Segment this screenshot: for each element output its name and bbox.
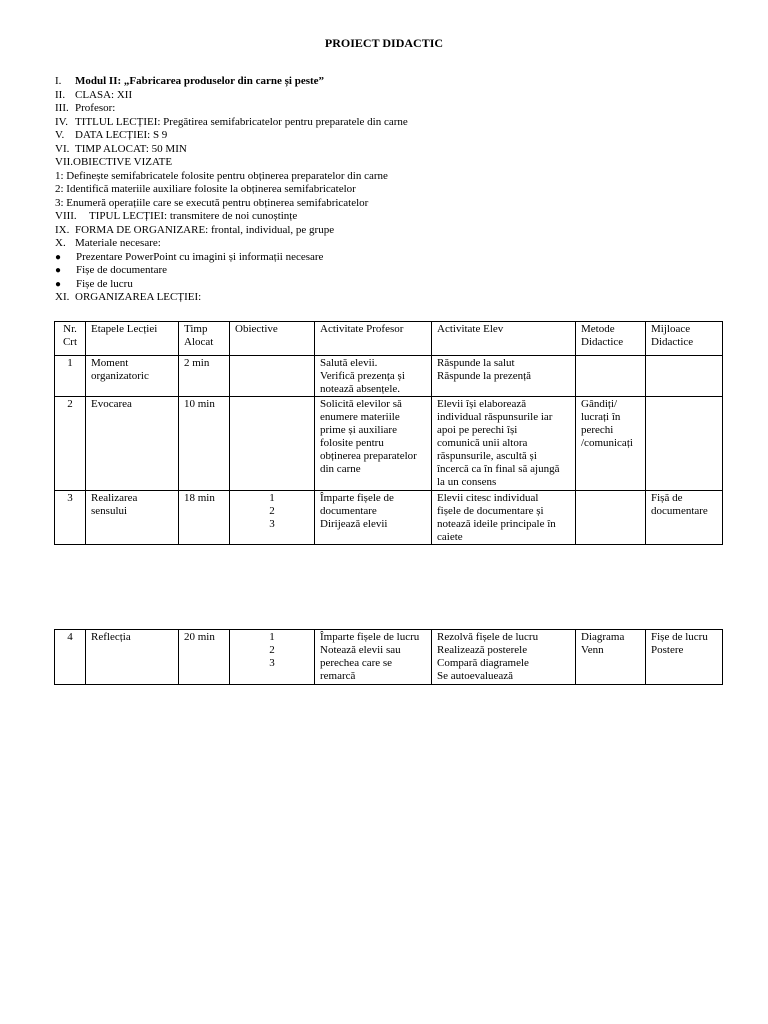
cell-stage: [86, 491, 179, 545]
objective-line: 2: Identifică materiile auxiliare folosite la obținerea semifabricatelor: [55, 183, 356, 195]
cell-text: 10 min: [184, 398, 215, 410]
header-line-materials: [55, 237, 735, 251]
cell-line: Salută elevii.: [320, 357, 378, 369]
table-row: [55, 491, 723, 545]
header-cell-time: Timp Alocat: [179, 322, 230, 356]
header-line-objectives: [55, 156, 735, 170]
materials-list-item: [55, 264, 735, 278]
cell-text: 1: [67, 357, 73, 369]
header-line-teacher: [55, 102, 735, 116]
cell-line: Realizează posterele: [437, 644, 528, 656]
lesson-header: [55, 75, 735, 305]
cell-resources: [646, 630, 723, 685]
header-num: XI.: [55, 291, 70, 303]
header-objectives-label: OBIECTIVE VIZATE: [73, 156, 173, 168]
cell-teacher: [315, 491, 432, 545]
cell-text: 3: [67, 492, 73, 504]
cell-stage: [86, 630, 179, 685]
cell-line: 1: [269, 492, 275, 504]
cell-line: obținerea preparatelor: [320, 450, 417, 462]
cell-line: Postere: [651, 644, 684, 656]
cell-line: încercă ca în final să ajungă: [437, 463, 560, 475]
cell-stage: [86, 397, 179, 491]
header-cell-objectives: Obiectivе: [230, 322, 315, 356]
table-row: [55, 397, 723, 491]
cell-nr: [55, 630, 86, 685]
cell-text: 2: [67, 398, 73, 410]
header-num: X.: [55, 237, 66, 249]
cell-student: [432, 397, 576, 491]
cell-line: Notează elevii sau: [320, 644, 401, 656]
header-num: VIII.: [55, 210, 77, 222]
cell-line: remarcă: [320, 670, 356, 682]
header-cell-stage: Etapele Lecției: [86, 322, 179, 356]
header-lesson-type-label: TIPUL LECȚIEI:: [89, 210, 168, 222]
cell-methods: [576, 397, 646, 491]
header-cell-student: Activitate Elev: [432, 322, 576, 356]
header-line-lesson-organization: [55, 291, 735, 305]
cell-line: din carne: [320, 463, 361, 475]
cell-line: Compară diagramele: [437, 657, 529, 669]
cell-text: 18 min: [184, 492, 215, 504]
header-lesson-title-value: Pregătirea semifabricatelor pentru preparatele din carne: [160, 115, 408, 128]
cell-line: lucrați în: [581, 411, 621, 423]
cell-time: [179, 356, 230, 397]
cell-teacher: [315, 630, 432, 685]
header-line-date: [55, 129, 735, 143]
cell-line: Se autoevaluează: [437, 670, 514, 682]
cell-student: [432, 356, 576, 397]
cell-nr: [55, 356, 86, 397]
cell-line: 3: [269, 518, 275, 530]
header-line-organization: [55, 224, 735, 238]
header-class-label: CLASA: XII: [75, 88, 133, 101]
materials-list-item: [55, 278, 735, 292]
cell-line: Moment: [91, 357, 129, 369]
cell-nr: [55, 397, 86, 491]
bullet-icon: ●: [55, 251, 62, 263]
header-date-label: DATA LECȚIEI: S 9: [75, 129, 168, 141]
cell-line: Evocarea: [91, 398, 132, 410]
cell-line: documentare: [651, 505, 708, 517]
cell-line: Gândiți/: [581, 398, 618, 410]
header-num: VI.: [55, 142, 70, 155]
cell-line: Rezolvă fișele de lucru: [437, 631, 539, 643]
cell-time: [179, 630, 230, 685]
header-module-label: Modul II: „Fabricarea produselor din carne și peste”: [75, 75, 325, 87]
cell-methods: [576, 491, 646, 545]
cell-line: caiete: [437, 531, 463, 543]
cell-resources: [646, 491, 723, 545]
table-header-row: [55, 322, 723, 356]
header-num: II.: [55, 88, 66, 101]
cell-line: enumere materiile: [320, 411, 400, 423]
objective-line: 3: Enumeră operațiile care se execută pentru obținerea semifabricatelor: [55, 196, 369, 209]
header-cell-methods: Metode Didactice: [576, 322, 646, 356]
materials-item-text: Prezentare PowerPoint cu imagini și informații necesare: [76, 250, 324, 263]
header-num: VII.: [55, 156, 74, 168]
cell-line: Împarte fișele de: [320, 492, 394, 504]
cell-objectives: [230, 630, 315, 685]
cell-nr: [55, 491, 86, 545]
cell-line: Fișă de: [651, 492, 683, 504]
lesson-plan-table-continued: [54, 629, 723, 685]
bullet-icon: ●: [55, 278, 62, 290]
header-cell-resources: Mijloace Didactice: [646, 322, 723, 356]
header-line-class: [55, 89, 735, 103]
header-num: IX.: [55, 223, 70, 236]
table-row: [55, 630, 723, 685]
cell-stage: [86, 356, 179, 397]
header-line-lesson-type: [55, 210, 735, 224]
cell-student: [432, 630, 576, 685]
cell-line: documentare: [320, 505, 377, 517]
header-num: V.: [55, 129, 65, 141]
cell-line: individual răspunsurile iar: [437, 411, 553, 423]
header-teacher-label: Profesor:: [75, 102, 116, 114]
cell-line: Dirijează elevii: [320, 518, 388, 530]
cell-line: Reflecția: [91, 631, 131, 643]
header-num: I.: [55, 75, 62, 87]
cell-objectives: [230, 356, 315, 397]
table-row: [55, 356, 723, 397]
cell-objectives: [230, 491, 315, 545]
header-organization-value: frontal, individual, pe grupe: [208, 223, 335, 236]
cell-line: prime și auxiliare: [320, 424, 397, 436]
cell-resources: [646, 397, 723, 491]
objective-line: 1: Definește semifabricatele folosite pentru obținerea preparatelor din carne: [55, 169, 388, 182]
materials-item-text: Fișe de lucru: [76, 277, 133, 290]
cell-line: Fișe de lucru: [651, 631, 708, 643]
cell-methods: [576, 356, 646, 397]
header-num: IV.: [55, 115, 68, 128]
cell-line: Realizarea: [91, 492, 138, 504]
cell-line: la un consens: [437, 476, 497, 488]
cell-line: 2: [269, 644, 275, 656]
header-line-time: [55, 143, 735, 157]
cell-text: 2 min: [184, 357, 210, 369]
cell-time: [179, 397, 230, 491]
cell-line: 3: [269, 657, 275, 669]
cell-resources: [646, 356, 723, 397]
header-lesson-type-value: transmitere de noi cunoștințe: [167, 210, 298, 222]
header-organization-label: FORMA DE ORGANIZARE:: [75, 223, 209, 236]
cell-teacher: [315, 356, 432, 397]
materials-list-item: [55, 251, 735, 265]
header-materials-label: Materiale necesare:: [75, 237, 161, 249]
cell-line: Diagrama: [581, 631, 625, 643]
cell-teacher: [315, 397, 432, 491]
materials-item-text: Fișe de documentare: [76, 264, 168, 276]
cell-line: Împarte fișele de lucru: [320, 631, 420, 643]
cell-line: fișele de documentare și: [437, 505, 544, 517]
cell-line: folosite pentru: [320, 437, 384, 449]
cell-line: notează absențele.: [320, 383, 401, 395]
header-lesson-organization-label: ORGANIZAREA LECȚIEI:: [75, 291, 202, 303]
cell-methods: [576, 630, 646, 685]
header-line-module: [55, 75, 735, 89]
header-lesson-title-label: TITLUL LECȚIEI:: [75, 115, 161, 128]
header-line-lesson-title: [55, 116, 735, 130]
cell-line: perechea care se: [320, 657, 393, 669]
bullet-icon: ●: [55, 265, 62, 276]
document-title: PROIECT DIDACTIC: [324, 36, 444, 50]
header-num: III.: [55, 102, 69, 114]
cell-objectives: [230, 397, 315, 491]
cell-text: 20 min: [184, 631, 215, 643]
header-cell-nr: Nr. Crt: [55, 322, 86, 356]
cell-line: Răspunde la salut: [437, 357, 515, 369]
cell-line: apoi pe perechi își: [437, 424, 518, 436]
cell-line: Verifică prezența și: [320, 370, 405, 382]
cell-line: sensului: [91, 505, 128, 517]
lesson-plan-table: [54, 321, 723, 545]
cell-line: Venn: [581, 644, 604, 656]
cell-line: Elevii citesc individual: [437, 492, 539, 504]
cell-line: comunică unii altora: [437, 437, 528, 449]
cell-line: notează ideile principale în: [437, 518, 556, 530]
cell-line: 2: [269, 505, 275, 517]
cell-line: Solicită elevilor să: [320, 398, 402, 410]
cell-text: 4: [67, 631, 73, 643]
cell-line: Răspunde la prezență: [437, 370, 532, 382]
cell-line: perechi: [581, 424, 614, 436]
cell-line: Elevii își elaborează: [437, 398, 527, 410]
header-time-label: TIMP ALOCAT: 50 MIN: [75, 142, 187, 155]
cell-time: [179, 491, 230, 545]
cell-line: /comunicați: [581, 437, 633, 449]
cell-line: răspunsurile, ascultă și: [437, 450, 537, 462]
header-cell-teacher: Activitate Profesor: [315, 322, 432, 356]
cell-line: 1: [269, 631, 275, 643]
cell-line: organizatoric: [91, 370, 149, 382]
cell-student: [432, 491, 576, 545]
